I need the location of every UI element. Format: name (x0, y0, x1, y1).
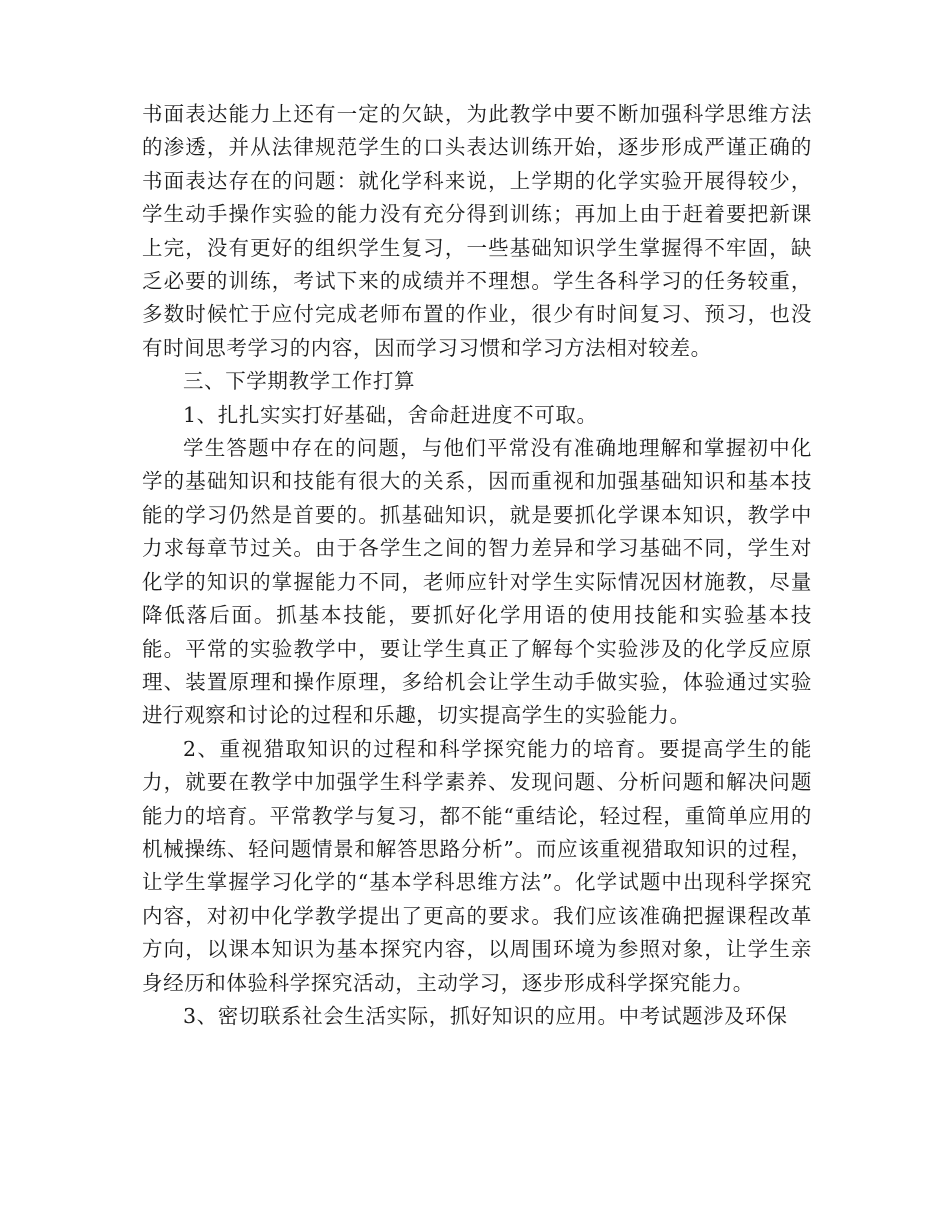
point-2-paragraph: 2、重视猎取知识的过程和科学探究能力的培育。要提高学生的能力，就要在教学中加强学生科学素养、发现问题、分析问题和解决问题能力的培育。平常教学与复习，都不能“重结论，轻过程，重简单应用的机械操练、轻问题情景和解答思路分析”。而应该重视猎取知识的过程，让学生掌握学习化学的“基本学科思维方法”。化学试题中出现科学探究内容，对初中化学教学提出了更高的要求。我们应该准确把握课程改革方向，以课本知识为基本探究内容，以周围环境为参照对象，让学生亲身经历和体验科学探究活动，主动学习，逐步形成科学探究能力。 (142, 736, 812, 995)
section-heading: 三、下学期教学工作打算 (183, 369, 416, 394)
point-1-title: 1、扎扎实实打好基础，舍命赶进度不可取。 (183, 402, 598, 427)
paragraph-continuation: 书面表达能力上还有一定的欠缺，为此教学中要不断加强科学思维方法的渗透，并从法律规范学生的口头表达训练开始，逐步形成严谨正确的书面表达存在的问题：就化学科来说，上学期的化学实验开展得较少，学生动手操作实验的能力没有充分得到训练；再加上由于赶着要把新课上完，没有更好的组织学生复习，一些基础知识学生掌握得不牢固，缺乏必要的训练，考试下来的成绩并不理想。学生各科学习的任务较重，多数时候忙于应付完成老师布置的作业，很少有时间复习、预习，也没有时间思考学习的内容，因而学习习惯和学习方法相对较差。 (142, 102, 812, 360)
point-3-paragraph: 3、密切联系社会生活实际，抓好知识的应用。中考试题涉及环保 (183, 1003, 788, 1028)
paragraph-basics: 学生答题中存在的问题，与他们平常没有准确地理解和掌握初中化学的基础知识和技能有很大的关系，因而重视和加强基础知识和基本技能的学习仍然是首要的。抓基础知识，就是要抓化学课本知识，教学中力求每章节过关。由于各学生之间的智力差异和学习基础不同，学生对化学的知识的掌握能力不同，老师应针对学生实际情况因材施教，尽量降低落后面。抓基本技能，要抓好化学用语的使用技能和实验基本技能。平常的实验教学中，要让学生真正了解每个实验涉及的化学反应原理、装置原理和操作原理，多给机会让学生动手做实验，体验通过实验进行观察和讨论的过程和乐趣，切实提高学生的实验能力。 (142, 436, 812, 728)
document-body (142, 98, 812, 1033)
